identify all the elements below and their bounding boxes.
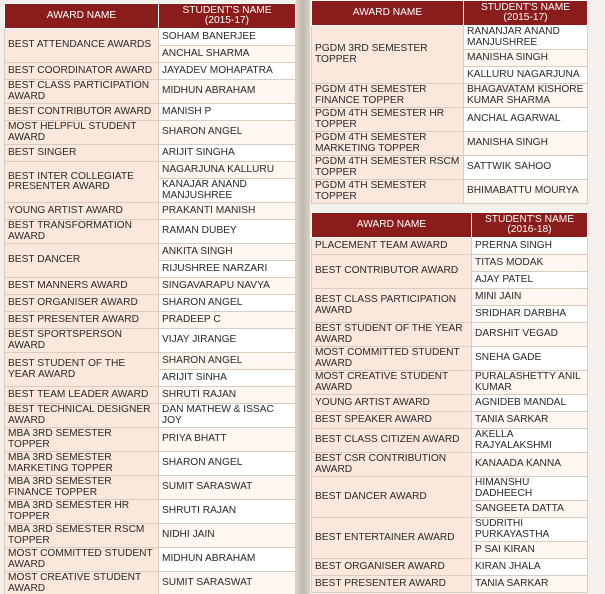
student-name-cell: TANIA SARKAR [472, 576, 588, 593]
student-name-cell: SANGEETA DATTA [472, 501, 588, 518]
award-name-cell: BEST COORDINATOR AWARD [5, 63, 159, 80]
table-row [312, 395, 588, 412]
award-name-cell: MBA 3RD SEMESTER HR TOPPER [5, 500, 159, 524]
table-row [312, 453, 588, 477]
award-name-cell: PGDM 3RD SEMESTER TOPPER [312, 26, 464, 84]
student-name-cell: ANCHAL SHARMA [159, 46, 296, 63]
award-name-cell: PGDM 4TH SEMESTER FINANCE TOPPER [312, 84, 464, 108]
award-name-cell: MOST COMMITTED STUDENT AWARD [312, 347, 472, 371]
table-row [5, 404, 296, 428]
table-row [5, 500, 296, 524]
student-name-cell: TITAS MODAK [472, 255, 588, 272]
table-row [312, 132, 588, 156]
award-name-cell: MOST CREATIVE STUDENT AWARD [312, 371, 472, 395]
student-name-cell: RANANJAR ANAND MANJUSHREE [464, 26, 588, 50]
student-name-cell: MINI JAIN [472, 289, 588, 306]
award-name-cell: PGDM 4TH SEMESTER TOPPER [312, 180, 464, 204]
table-row [312, 371, 588, 395]
student-name-header: STUDENT'S NAME (2015-17) [159, 4, 296, 29]
award-name-cell: YOUNG ARTIST AWARD [312, 395, 472, 412]
table-row [312, 84, 588, 108]
student-name-cell: SHARON ANGEL [159, 121, 296, 145]
award-name-cell: BEST CLASS PARTICIPATION AWARD [5, 80, 159, 104]
award-name-cell: BEST PRESENTER AWARD [5, 312, 159, 329]
student-name-cell: KIRAN JHALA [472, 559, 588, 576]
student-name-cell: MANISHA SINGH [464, 50, 588, 67]
table-row [5, 524, 296, 548]
student-name-cell: KALLURU NAGARJUNA [464, 67, 588, 84]
student-name-cell: HIMANSHU DADHEECH [472, 477, 588, 501]
award-name-header: AWARD NAME [312, 1, 464, 26]
student-name-cell: ANCHAL AGARWAL [464, 108, 588, 132]
award-name-cell: BEST CLASS CITIZEN AWARD [312, 429, 472, 453]
student-name-cell: SUMIT SARASWAT [159, 476, 296, 500]
student-name-cell: VIJAY JIRANGE [159, 329, 296, 353]
table-row [5, 80, 296, 104]
award-name-cell: BEST MANNERS AWARD [5, 278, 159, 295]
student-name-cell: RIJUSHREE NARZARI [159, 261, 296, 278]
award-name-cell: YOUNG ARTIST AWARD [5, 203, 159, 220]
award-name-cell: PGDM 4TH SEMESTER HR TOPPER [312, 108, 464, 132]
student-name-cell: SOHAM BANERJEE [159, 29, 296, 46]
student-name-cell: PRERNA SINGH [472, 238, 588, 255]
student-name-cell: DARSHIT VEGAD [472, 323, 588, 347]
table-row [5, 121, 296, 145]
student-name-cell: KANAADA KANNA [472, 453, 588, 477]
student-name-cell: NAGARJUNA KALLURU [159, 162, 296, 179]
award-name-cell: MBA 3RD SEMESTER RSCM TOPPER [5, 524, 159, 548]
award-name-cell: MOST HELPFUL STUDENT AWARD [5, 121, 159, 145]
table-row [5, 295, 296, 312]
student-name-cell: PRIYA BHATT [159, 428, 296, 452]
table-row [312, 429, 588, 453]
table-row [312, 255, 588, 272]
student-name-header: STUDENT'S NAME (2015-17) [464, 1, 588, 26]
award-name-cell: BEST TRANSFORMATION AWARD [5, 220, 159, 244]
student-name-cell: SHARON ANGEL [159, 295, 296, 312]
award-name-cell: BEST ORGANISER AWARD [5, 295, 159, 312]
student-name-cell: BHIMABATTU MOURYA [464, 180, 588, 204]
student-name-cell: ANKITA SINGH [159, 244, 296, 261]
student-name-cell: PRAKANTI MANISH [159, 203, 296, 220]
awards-table-2016-18 [311, 212, 588, 593]
table-row [5, 162, 296, 179]
table-row [5, 29, 296, 46]
student-name-cell: AJAY PATEL [472, 272, 588, 289]
table-row [5, 63, 296, 80]
award-name-cell: MOST CREATIVE STUDENT AWARD [5, 572, 159, 594]
award-name-cell: BEST SPEAKER AWARD [312, 412, 472, 429]
student-name-cell: SHARON ANGEL [159, 452, 296, 476]
student-name-cell: SUMIT SARASWAT [159, 572, 296, 594]
award-name-header: AWARD NAME [5, 4, 159, 29]
award-name-header: AWARD NAME [312, 213, 472, 238]
student-name-cell: SHARON ANGEL [159, 353, 296, 370]
student-name-cell: DAN MATHEW & ISSAC JOY [159, 404, 296, 428]
student-name-cell: SHRUTI RAJAN [159, 500, 296, 524]
student-name-cell: SNEHA GADE [472, 347, 588, 371]
student-name-cell: NIDHI JAIN [159, 524, 296, 548]
student-name-cell: MIDHUN ABRAHAM [159, 80, 296, 104]
award-name-cell: BEST ENTERTAINER AWARD [312, 518, 472, 559]
student-name-cell: SINGAVARAPU NAVYA [159, 278, 296, 295]
student-name-cell: SRIDHAR DARBHA [472, 306, 588, 323]
student-name-cell: BHAGAVATAM KISHORE KUMAR SHARMA [464, 84, 588, 108]
award-name-cell: BEST CONTRIBUTOR AWARD [312, 255, 472, 289]
table-row [5, 387, 296, 404]
student-name-cell: PRADEEP C [159, 312, 296, 329]
table-row [312, 108, 588, 132]
table-row [5, 278, 296, 295]
award-name-cell: BEST SINGER [5, 145, 159, 162]
table-row [5, 548, 296, 572]
award-name-cell: BEST TECHNICAL DESIGNER AWARD [5, 404, 159, 428]
student-name-cell: MIDHUN ABRAHAM [159, 548, 296, 572]
table-row [5, 452, 296, 476]
student-name-cell: TANIA SARKAR [472, 412, 588, 429]
table-row [5, 244, 296, 261]
award-name-cell: BEST CSR CONTRIBUTION AWARD [312, 453, 472, 477]
award-name-cell: BEST STUDENT OF THE YEAR AWARD [5, 353, 159, 387]
student-name-cell: MANISH P [159, 104, 296, 121]
table-row [312, 238, 588, 255]
student-name-cell: ARIJIT SINHA [159, 370, 296, 387]
award-name-cell: BEST CLASS PARTICIPATION AWARD [312, 289, 472, 323]
table-row [5, 329, 296, 353]
award-name-cell: BEST INTER COLLEGIATE PRESENTER AWARD [5, 162, 159, 203]
student-name-cell: AKELLA RAJYALAKSHMI [472, 429, 588, 453]
award-name-cell: MBA 3RD SEMESTER MARKETING TOPPER [5, 452, 159, 476]
award-name-cell: MBA 3RD SEMESTER TOPPER [5, 428, 159, 452]
award-name-cell: BEST PRESENTER AWARD [312, 576, 472, 593]
table-row [5, 353, 296, 370]
table-row [5, 476, 296, 500]
table-row [5, 104, 296, 121]
student-name-header: STUDENT'S NAME (2016-18) [472, 213, 588, 238]
awards-table-2015-17 [4, 3, 296, 594]
table-row [312, 156, 588, 180]
table-row [312, 518, 588, 542]
student-name-cell: KANAJAR ANAND MANJUSHREE [159, 179, 296, 203]
table-header-row [312, 213, 588, 238]
table-row [5, 203, 296, 220]
table-header-row [5, 4, 296, 29]
award-name-cell: BEST CONTRIBUTOR AWARD [5, 104, 159, 121]
award-name-cell: PGDM 4TH SEMESTER RSCM TOPPER [312, 156, 464, 180]
award-name-cell: MOST COMMITTED STUDENT AWARD [5, 548, 159, 572]
student-name-cell: SATTWIK SAHOO [464, 156, 588, 180]
student-name-cell: AGNIDEB MANDAL [472, 395, 588, 412]
table-row [312, 347, 588, 371]
table-row [312, 477, 588, 501]
table-header-row [312, 1, 588, 26]
table-row [5, 145, 296, 162]
award-name-cell: MBA 3RD SEMESTER FINANCE TOPPER [5, 476, 159, 500]
award-name-cell: PLACEMENT TEAM AWARD [312, 238, 472, 255]
student-name-cell: SUDRITHI PURKAYASTHA [472, 518, 588, 542]
award-name-cell: BEST ATTENDANCE AWARDS [5, 29, 159, 63]
table-row [312, 576, 588, 593]
award-name-cell: BEST TEAM LEADER AWARD [5, 387, 159, 404]
table-row [312, 180, 588, 204]
table-row [312, 323, 588, 347]
book-gutter [296, 0, 310, 594]
student-name-cell: P SAI KIRAN [472, 542, 588, 559]
award-name-cell: BEST SPORTSPERSON AWARD [5, 329, 159, 353]
award-name-cell: BEST ORGANISER AWARD [312, 559, 472, 576]
award-name-cell: BEST STUDENT OF THE YEAR AWARD [312, 323, 472, 347]
award-name-cell: PGDM 4TH SEMESTER MARKETING TOPPER [312, 132, 464, 156]
award-name-cell: BEST DANCER AWARD [312, 477, 472, 518]
table-row [312, 559, 588, 576]
table-row [312, 289, 588, 306]
table-row [5, 428, 296, 452]
award-name-cell: BEST DANCER [5, 244, 159, 278]
student-name-cell: RAMAN DUBEY [159, 220, 296, 244]
table-row [5, 220, 296, 244]
table-row [5, 572, 296, 594]
table-row [312, 412, 588, 429]
pgdm-toppers-table [311, 0, 588, 204]
student-name-cell: SHRUTI RAJAN [159, 387, 296, 404]
table-row [312, 26, 588, 50]
student-name-cell: JAYADEV MOHAPATRA [159, 63, 296, 80]
student-name-cell: PURALASHETTY ANIL KUMAR [472, 371, 588, 395]
student-name-cell: ARIJIT SINGHA [159, 145, 296, 162]
table-row [5, 312, 296, 329]
student-name-cell: MANISHA SINGH [464, 132, 588, 156]
